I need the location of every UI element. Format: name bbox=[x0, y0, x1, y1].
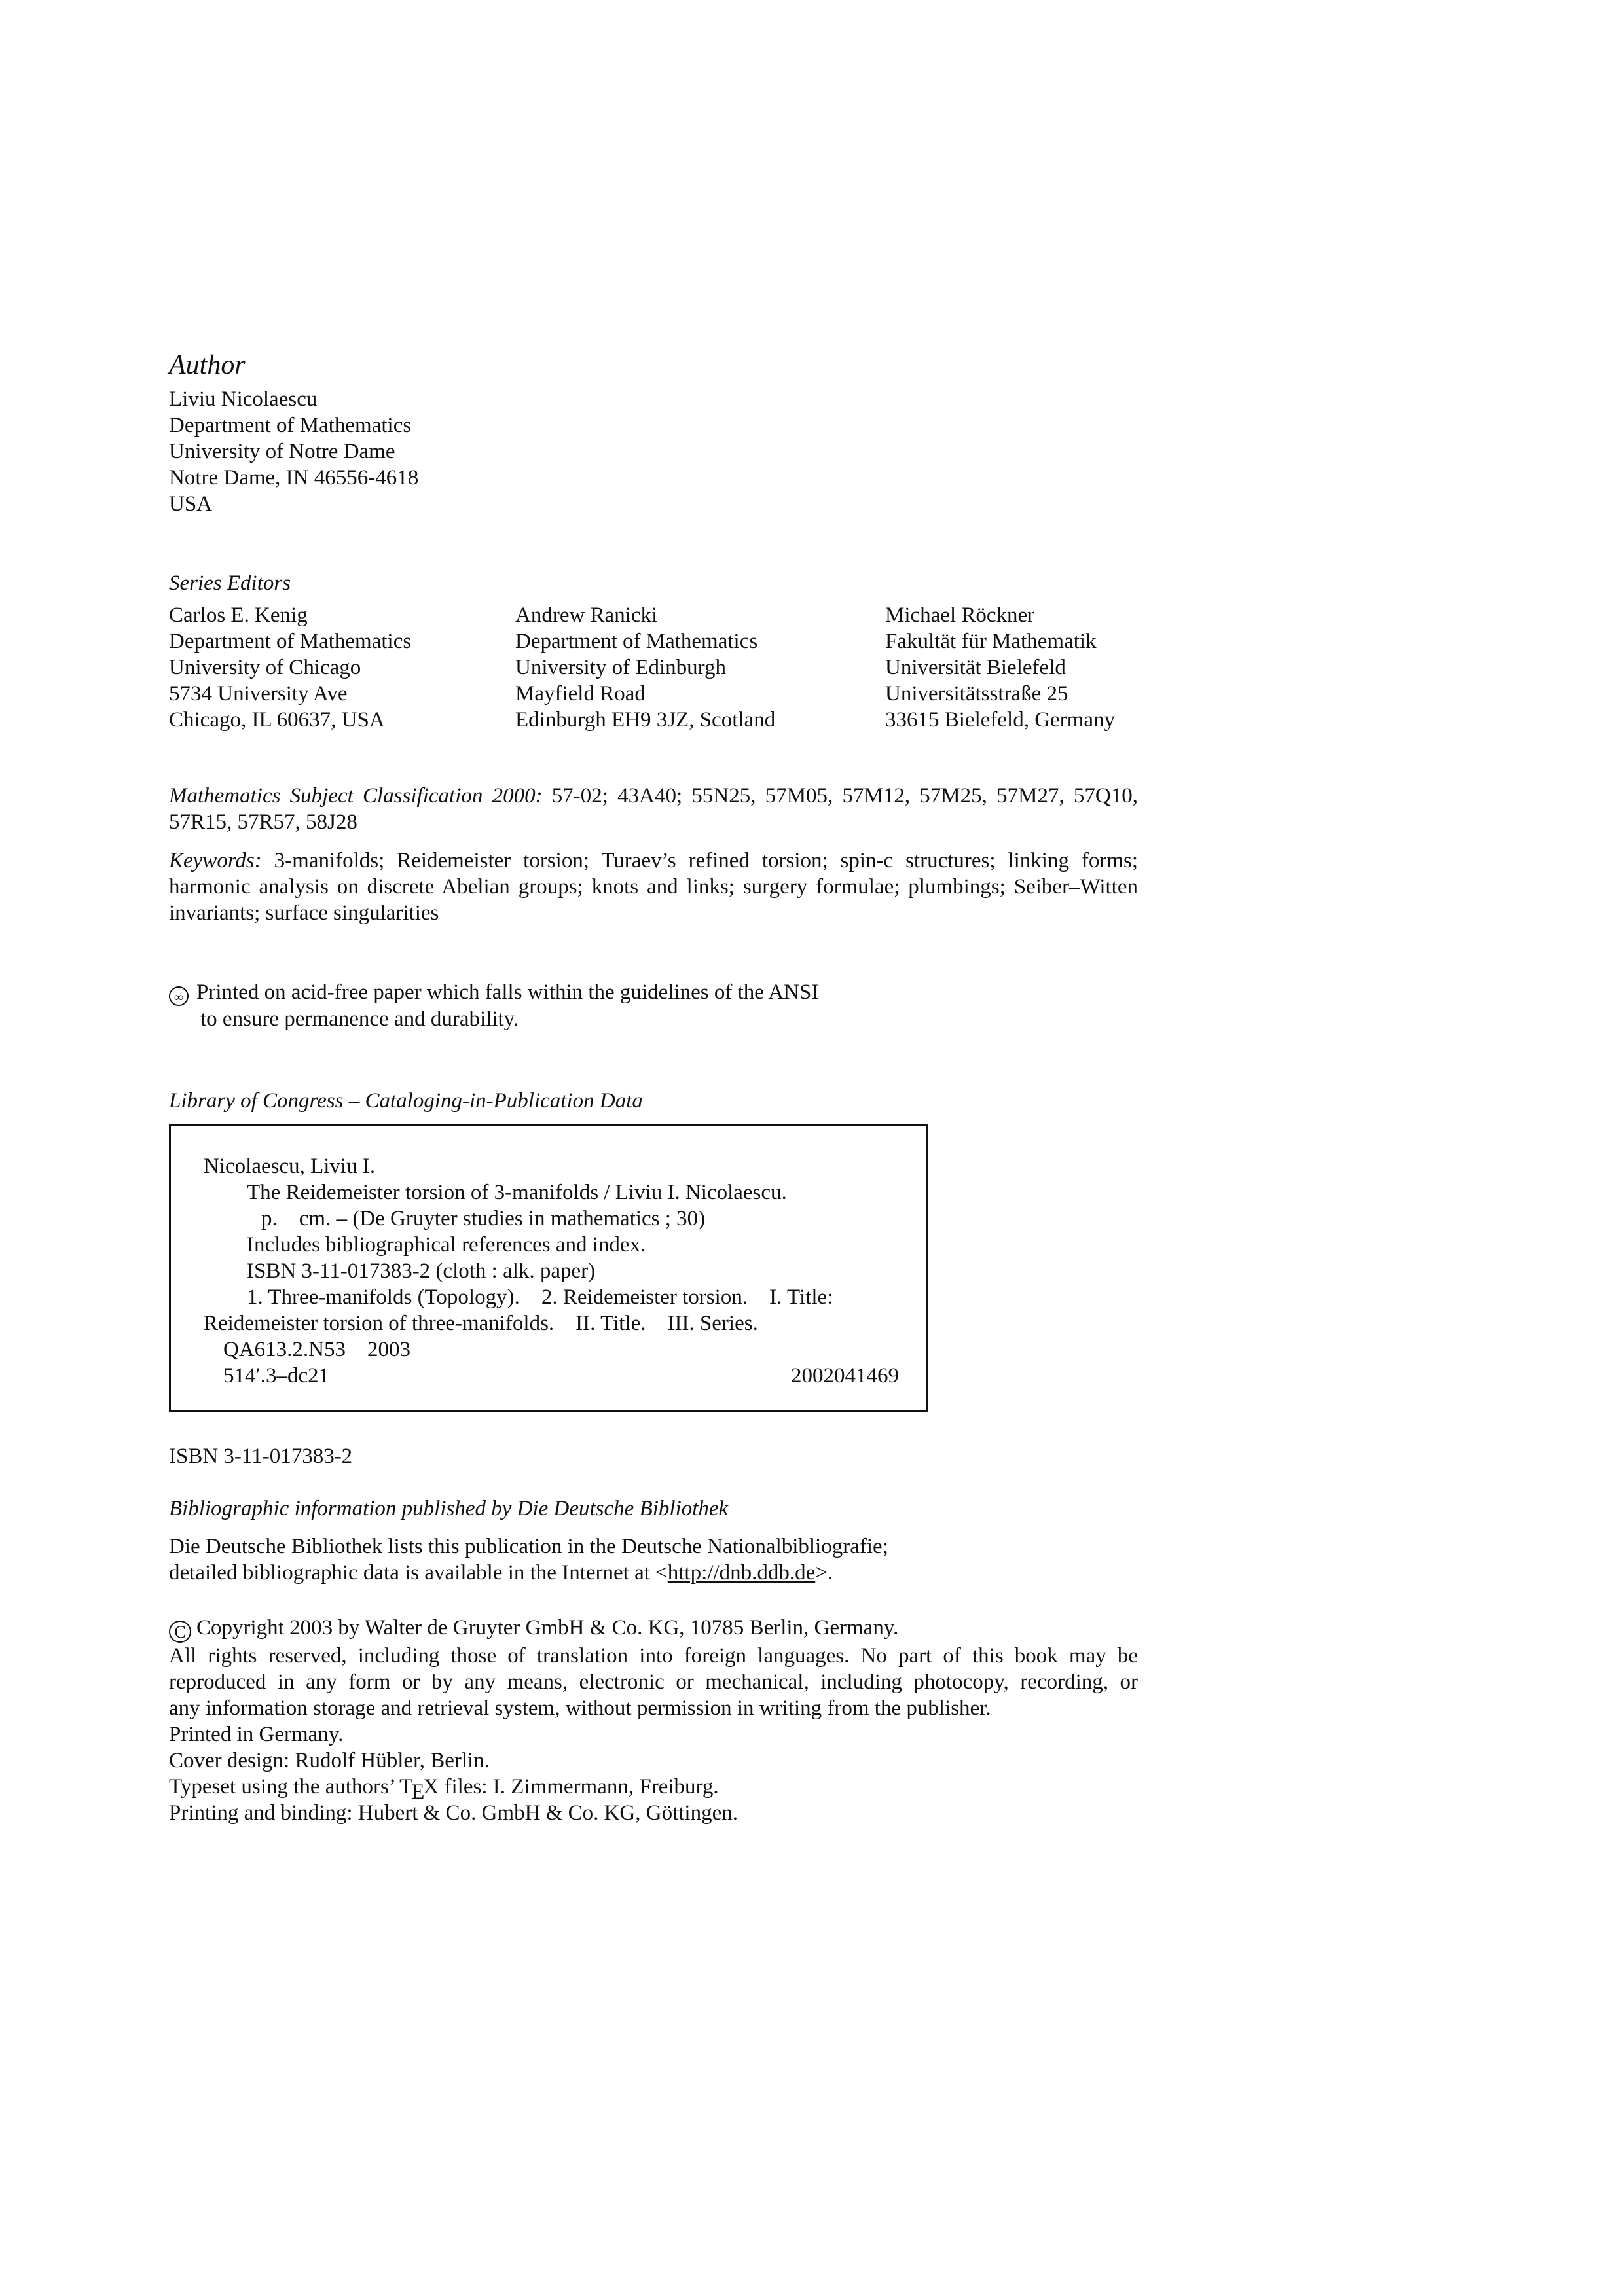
series-editor-rockner bbox=[885, 602, 1115, 733]
cip-subjects-cont: Reidemeister torsion of three-manifolds. II. Title. III. Series. bbox=[204, 1312, 758, 1335]
tex-logo bbox=[399, 1775, 439, 1804]
printed-in: Printed in Germany. bbox=[169, 1723, 344, 1746]
editor-line: Chicago, IL 60637, USA bbox=[169, 708, 385, 732]
editor-line: University of Chicago bbox=[169, 656, 361, 679]
copyright-block bbox=[169, 1615, 1138, 1826]
tex-logo-e: E bbox=[411, 1780, 425, 1804]
cip-record-box bbox=[169, 1124, 928, 1412]
editor-line: Carlos E. Kenig bbox=[169, 603, 308, 627]
bibliographic-line-2: detailed bibliographic data is available in the Internet at bbox=[169, 1561, 656, 1585]
rights-line-1: All rights reserved, including those of translation into foreign languages. No part of this book may be bbox=[169, 1644, 1138, 1668]
tex-logo-t: T bbox=[399, 1775, 413, 1799]
url-open-bracket: < bbox=[655, 1561, 668, 1585]
typeset-line bbox=[169, 1774, 1138, 1804]
editor-line: Mayfield Road bbox=[515, 682, 646, 706]
cover-design: Cover design: Rudolf Hübler, Berlin. bbox=[169, 1749, 490, 1772]
acid-free-paper-icon: ∞ bbox=[169, 986, 189, 1006]
editor-line: Universitätsstraße 25 bbox=[885, 682, 1068, 706]
author-heading: Author bbox=[169, 350, 246, 380]
author-city: Notre Dame, IN 46556-4618 bbox=[169, 466, 419, 490]
editor-line: Department of Mathematics bbox=[169, 630, 412, 653]
cip-call-number: QA613.2.N53 2003 bbox=[223, 1338, 410, 1361]
bibliographic-line-1: Die Deutsche Bibliothek lists this publication in the Deutsche Nationalbibliografie; bbox=[169, 1535, 888, 1558]
series-editor-kenig bbox=[169, 602, 411, 733]
rights-line-3: any information storage and retrieval system, without permission in writing from the publisher. bbox=[169, 1696, 991, 1720]
editor-line: Department of Mathematics bbox=[515, 630, 758, 653]
msc-codes: 57-02; 43A40; 55N25, 57M05, 57M12, 57M25, 57M27, 57Q10, 57R15, 57R57, 58J28 bbox=[169, 784, 1138, 834]
dnb-link[interactable]: http://dnb.ddb.de bbox=[667, 1561, 816, 1585]
printing-binding: Printing and binding: Hubert & Co. GmbH & Co. KG, Göttingen. bbox=[169, 1801, 738, 1825]
copyright-line: Copyright 2003 by Walter de Gruyter GmbH & Co. KG, 10785 Berlin, Germany. bbox=[196, 1616, 899, 1640]
cip-title: The Reidemeister torsion of 3-manifolds / Liviu I. Nicolaescu. bbox=[247, 1181, 787, 1204]
author-name: Liviu Nicolaescu bbox=[169, 387, 318, 411]
series-editors-heading: Series Editors bbox=[169, 571, 291, 595]
editor-line: Universität Bielefeld bbox=[885, 656, 1066, 679]
cip-dewey: 514′.3–dc21 bbox=[223, 1364, 330, 1388]
tex-logo-x: X bbox=[423, 1775, 439, 1799]
cip-lccn: 2002041469 bbox=[791, 1364, 899, 1388]
msc-label: Mathematics Subject Classification 2000: bbox=[169, 784, 543, 808]
cip-footer bbox=[204, 1363, 899, 1389]
author-university: University of Notre Dame bbox=[169, 440, 395, 463]
editor-line: 5734 University Ave bbox=[169, 682, 348, 706]
cip-author: Nicolaescu, Liviu I. bbox=[204, 1155, 376, 1178]
author-country: USA bbox=[169, 492, 213, 516]
keywords bbox=[169, 848, 1138, 926]
author-address bbox=[169, 386, 418, 517]
editor-line: Edinburgh EH9 3JZ, Scotland bbox=[515, 708, 776, 732]
cip-isbn: ISBN 3-11-017383-2 (cloth : alk. paper) bbox=[247, 1259, 596, 1283]
loc-heading: Library of Congress – Cataloging-in-Publication Data bbox=[169, 1089, 643, 1113]
editor-line: University of Edinburgh bbox=[515, 656, 727, 679]
bibliographic-info bbox=[169, 1534, 888, 1586]
typeset-suffix: files: I. Zimmermann, Freiburg. bbox=[439, 1775, 719, 1799]
cip-includes: Includes bibliographical references and index. bbox=[247, 1233, 646, 1257]
isbn: ISBN 3-11-017383-2 bbox=[169, 1444, 353, 1468]
editor-line: Michael Röckner bbox=[885, 603, 1035, 627]
editor-line: 33615 Bielefeld, Germany bbox=[885, 708, 1115, 732]
cip-pages: p. cm. – (De Gruyter studies in mathematics ; 30) bbox=[261, 1207, 706, 1230]
editor-line: Andrew Ranicki bbox=[515, 603, 658, 627]
bibliographic-heading: Bibliographic information published by Die Deutsche Bibliothek bbox=[169, 1497, 729, 1520]
acid-free-notice bbox=[169, 979, 1020, 1032]
bibliographic-line-2-end: . bbox=[827, 1561, 833, 1585]
series-editor-ranicki bbox=[515, 602, 775, 733]
acid-free-line-2: to ensure permanence and durability. bbox=[200, 1007, 519, 1031]
keywords-label: Keywords: bbox=[169, 849, 262, 872]
subject-classification bbox=[169, 783, 1138, 835]
author-department: Department of Mathematics bbox=[169, 414, 412, 437]
editor-line: Fakultät für Mathematik bbox=[885, 630, 1097, 653]
url-close-bracket: > bbox=[815, 1561, 828, 1585]
cip-subjects: 1. Three-manifolds (Topology). 2. Reidemeister torsion. I. Title: bbox=[247, 1285, 833, 1309]
keywords-text: 3-manifolds; Reidemeister torsion; Turaev’s refined torsion; spin-c structures; linking forms; harmonic analysis on discrete Abelian groups; knots and links; surgery formulae; plumbings; Seiber–Witten invariants; surface singularities bbox=[169, 849, 1138, 925]
rights-line-2: reproduced in any form or by any means, electronic or mechanical, including photocopy, recording, or bbox=[169, 1670, 1138, 1694]
copyright-icon: C bbox=[169, 1621, 191, 1643]
typeset-prefix: Typeset using the authors’ bbox=[169, 1775, 400, 1799]
acid-free-line-1: Printed on acid-free paper which falls within the guidelines of the ANSI bbox=[196, 980, 819, 1004]
